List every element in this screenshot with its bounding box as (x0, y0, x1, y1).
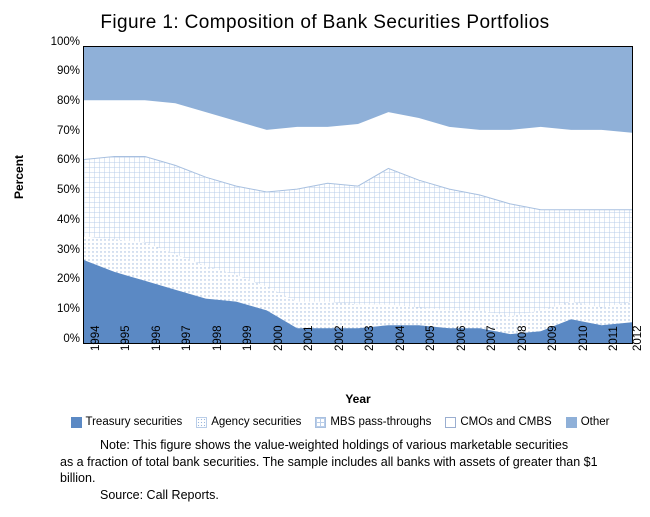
legend-item-other (566, 416, 610, 428)
legend-swatch-cmos-icon (445, 417, 456, 428)
y-tick-20: 20% (56, 273, 80, 285)
x-tick-1998: 1998 (212, 325, 224, 351)
y-tick-10: 10% (56, 303, 80, 315)
y-tick-80: 80% (56, 95, 80, 107)
legend-label-mbs: MBS pass-throughs (330, 416, 432, 428)
x-tick-2008: 2008 (517, 325, 529, 351)
legend-swatch-agency-icon (196, 417, 207, 428)
y-tick-90: 90% (56, 65, 80, 77)
x-tick-1996: 1996 (151, 325, 163, 351)
x-tick-1997: 1997 (181, 325, 193, 351)
x-axis-ticks (83, 325, 644, 396)
figure-note (60, 437, 630, 503)
y-tick-30: 30% (56, 244, 80, 256)
legend-swatch-other-icon (566, 417, 577, 428)
x-tick-2010: 2010 (578, 325, 590, 351)
y-tick-0: 0% (63, 333, 80, 345)
x-tick-2000: 2000 (273, 325, 285, 351)
y-axis-title: Percent (12, 154, 26, 200)
legend-label-treasury: Treasury securities (85, 416, 183, 428)
x-tick-2009: 2009 (547, 325, 559, 351)
x-tick-2003: 2003 (364, 325, 376, 351)
x-tick-1994: 1994 (90, 325, 102, 351)
figure-source: Source: Call Reports. (100, 487, 219, 502)
legend-item-mbs (315, 416, 431, 428)
x-tick-2011: 2011 (608, 326, 620, 351)
legend-label-agency: Agency securities (211, 416, 302, 428)
x-tick-2007: 2007 (486, 325, 498, 351)
x-tick-2012: 2012 (632, 325, 644, 351)
y-tick-100: 100% (50, 36, 80, 48)
stacked-area-svg (84, 47, 632, 343)
legend-swatch-treasury-icon (71, 417, 82, 428)
x-tick-2001: 2001 (303, 325, 315, 351)
x-tick-2004: 2004 (395, 325, 407, 351)
legend-item-treasury (71, 416, 183, 428)
chart-plot-area (83, 46, 633, 344)
x-tick-2002: 2002 (334, 325, 346, 351)
y-tick-50: 50% (56, 184, 80, 196)
y-tick-40: 40% (56, 214, 80, 226)
y-tick-70: 70% (56, 125, 80, 137)
legend-label-other: Other (580, 416, 610, 428)
legend-item-agency (196, 416, 301, 428)
legend-label-cmos: CMOs and CMBS (460, 416, 552, 428)
y-tick-60: 60% (56, 154, 80, 166)
note-line-3: than $1 billion. (60, 454, 598, 485)
x-tick-1995: 1995 (120, 325, 132, 351)
x-axis-title: Year (345, 392, 371, 406)
x-tick-2006: 2006 (456, 325, 468, 351)
x-tick-2005: 2005 (425, 325, 437, 351)
figure-title: Figure 1: Composition of Bank Securities Portfolios (100, 12, 550, 33)
note-line-1: Note: This figure shows the value-weighted holdings of various marketable securities (100, 438, 569, 452)
y-axis-ticks (30, 36, 80, 352)
note-line-2: as a fraction of total bank securities. The sample includes all banks with assets of greater (60, 454, 553, 469)
legend-swatch-mbs-icon (315, 417, 326, 428)
chart-legend (40, 412, 640, 432)
legend-item-cmos (445, 416, 551, 428)
x-tick-1999: 1999 (242, 325, 254, 351)
